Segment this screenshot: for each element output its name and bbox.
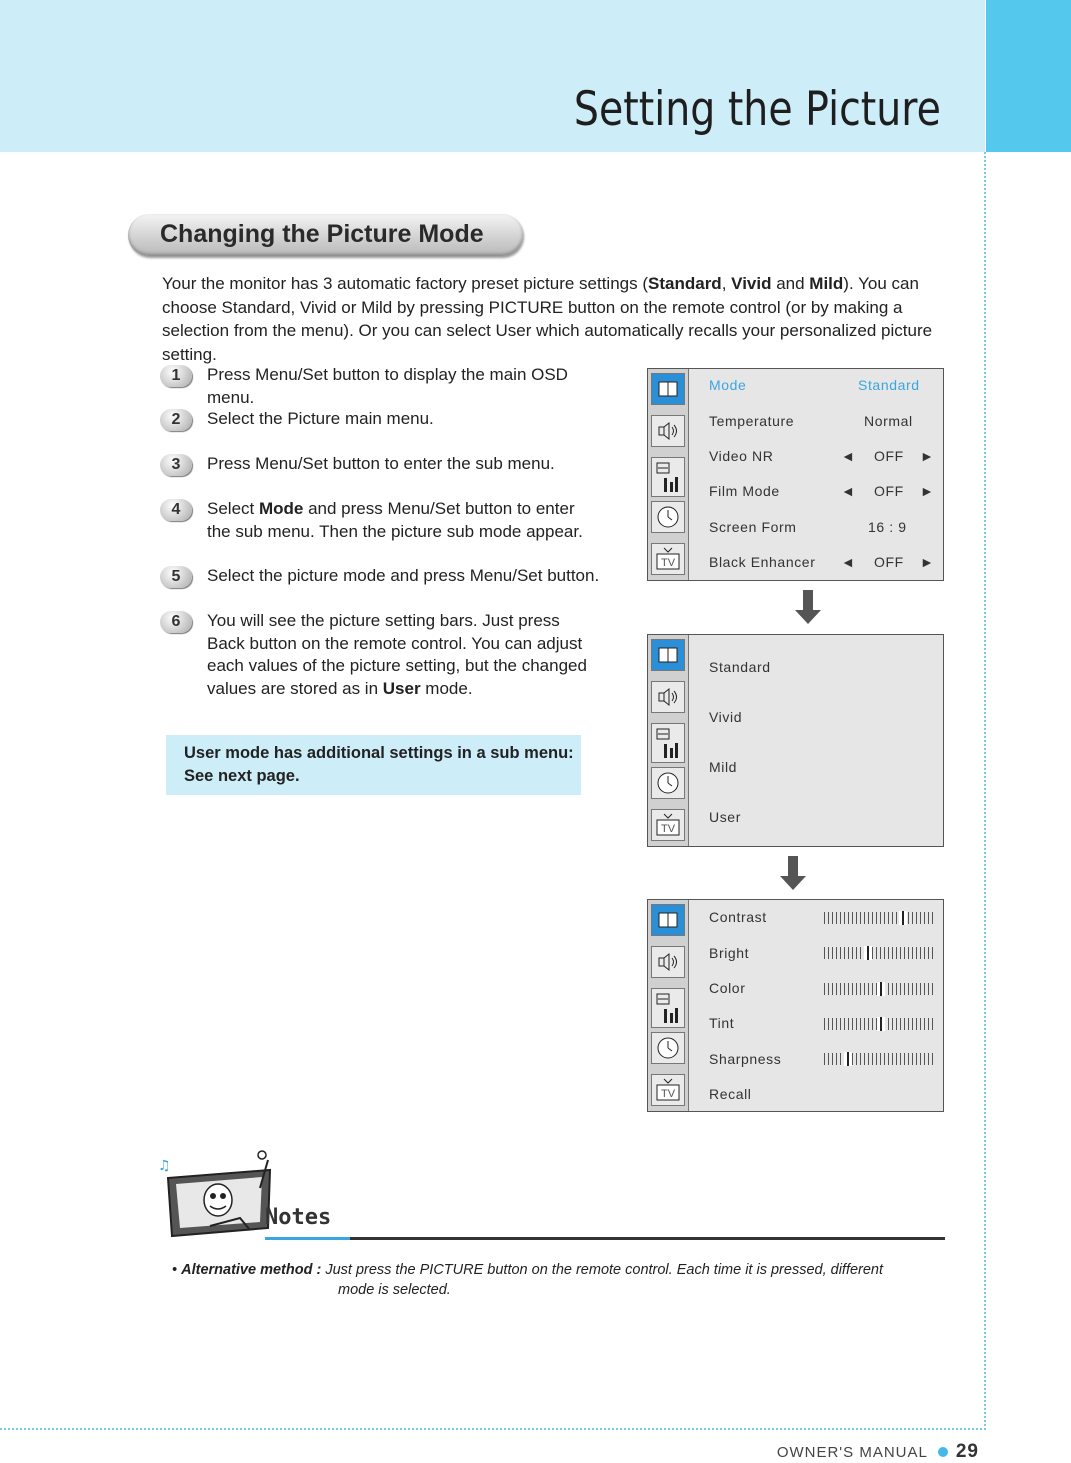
note-line-2: See next page. <box>184 767 300 785</box>
tv-icon-label: TV <box>660 823 676 835</box>
contrast-slider[interactable] <box>824 912 934 924</box>
setting-label-color[interactable]: Color <box>709 980 746 996</box>
step-text <box>207 498 602 543</box>
osd-sidebar <box>648 900 689 1111</box>
bright-slider[interactable] <box>824 947 934 959</box>
step-number: 1 <box>160 365 192 387</box>
setup-tools-icon[interactable] <box>651 988 685 1028</box>
notes-divider <box>265 1237 945 1240</box>
tv-icon[interactable] <box>651 809 685 841</box>
osd-row-value: 16 : 9 <box>868 519 907 535</box>
step-text-part: and press Menu/Set button to enter the sub menu. Then the picture sub mode appear. <box>207 499 583 541</box>
left-arrow-icon[interactable]: ◄ <box>841 448 856 464</box>
mode-option-standard[interactable]: Standard <box>709 659 771 675</box>
footer-label: OWNER'S MANUAL <box>776 1444 928 1461</box>
step-text-part: mode. <box>420 678 473 698</box>
arrow-down-icon <box>795 590 821 626</box>
svg-text:♫: ♫ <box>158 1158 171 1174</box>
intro-bold-standard: Standard <box>648 274 722 293</box>
osd-row-label[interactable]: Video NR <box>709 448 774 464</box>
left-arrow-icon[interactable]: ◄ <box>841 554 856 570</box>
step-text: Press Menu/Set button to enter the sub menu. <box>207 454 555 473</box>
section-heading <box>128 214 523 256</box>
slider-handle[interactable] <box>844 1052 852 1066</box>
slider-handle[interactable] <box>899 911 907 925</box>
right-dotted-border <box>984 152 986 1430</box>
osd-sidebar <box>648 369 689 580</box>
sound-icon[interactable] <box>651 946 685 978</box>
page-number: 29 <box>955 1441 979 1462</box>
note-line-1: User mode has additional settings in a sub menu: <box>184 744 574 762</box>
mode-option-user[interactable]: User <box>709 809 741 825</box>
step-number: 4 <box>160 499 192 521</box>
picture-icon[interactable] <box>651 904 685 936</box>
intro-text: ). You can choose Standard, Vivid or Mild by pressing PICTURE button on the remote control (or by making a selection from the menu). Or you can select User which automatically recalls your personalized picture setting. <box>162 274 933 364</box>
osd-row-value: Standard <box>858 377 920 393</box>
mode-option-mild[interactable]: Mild <box>709 759 738 775</box>
header-tab <box>986 0 1071 152</box>
intro-paragraph <box>162 272 952 366</box>
tv-icon[interactable] <box>651 1074 685 1106</box>
step-text: Select the Picture main menu. <box>207 409 434 428</box>
notes-divider-accent <box>265 1237 350 1240</box>
intro-bold-mild: Mild <box>809 274 844 293</box>
user-mode-note <box>166 735 581 795</box>
right-arrow-icon[interactable]: ► <box>920 448 935 464</box>
osd-row-label[interactable]: Temperature <box>709 413 795 429</box>
tv-icon[interactable] <box>651 543 685 575</box>
page-title: Setting the Picture <box>573 82 941 137</box>
tint-slider[interactable] <box>824 1018 934 1030</box>
setting-label-contrast[interactable]: Contrast <box>709 909 767 925</box>
step-text: Select the picture mode and press Menu/Set button. <box>207 566 600 585</box>
notes-item <box>172 1260 932 1300</box>
setting-label-sharpness[interactable]: Sharpness <box>709 1051 782 1067</box>
osd-row-value: OFF <box>874 448 904 464</box>
step-number: 5 <box>160 566 192 588</box>
picture-icon[interactable] <box>651 639 685 671</box>
bottom-dotted-border <box>0 1428 986 1430</box>
slider-handle[interactable] <box>877 982 885 996</box>
intro-text: and <box>771 274 810 293</box>
clock-icon[interactable] <box>651 501 685 533</box>
osd-mode-menu <box>647 634 944 847</box>
step-number: 2 <box>160 409 192 431</box>
setting-label-tint[interactable]: Tint <box>709 1015 735 1031</box>
notes-item-text: Just press the PICTURE button on the remote control. Each time it is pressed, different <box>325 1262 884 1278</box>
footer-dot-icon <box>938 1447 948 1457</box>
sharpness-slider[interactable] <box>824 1053 934 1065</box>
color-slider[interactable] <box>824 983 934 995</box>
osd-row-value: OFF <box>874 554 904 570</box>
setup-tools-icon[interactable] <box>651 723 685 763</box>
osd-row-label[interactable]: Film Mode <box>709 483 780 499</box>
user-mode-note-text <box>184 742 574 788</box>
intro-text: Your the monitor has 3 automatic factory preset picture settings ( <box>162 274 649 293</box>
mode-option-vivid[interactable]: Vivid <box>709 709 743 725</box>
slider-handle[interactable] <box>864 946 872 960</box>
osd-picture-menu <box>647 368 944 581</box>
picture-icon[interactable] <box>651 373 685 405</box>
intro-text: , <box>721 274 732 293</box>
setting-label-bright[interactable]: Bright <box>709 945 750 961</box>
clock-icon[interactable] <box>651 1032 685 1064</box>
osd-sidebar <box>648 635 689 846</box>
right-arrow-icon[interactable]: ► <box>920 554 935 570</box>
setup-tools-icon[interactable] <box>651 457 685 497</box>
step-text-bold: Mode <box>258 499 304 518</box>
tv-icon-label: TV <box>660 1088 676 1100</box>
left-arrow-icon[interactable]: ◄ <box>841 483 856 499</box>
footer <box>777 1441 979 1463</box>
notes-item-label: Alternative method : <box>181 1262 322 1278</box>
step-text <box>207 610 592 700</box>
tv-icon-label: TV <box>660 557 676 569</box>
osd-row-value: Normal <box>864 413 913 429</box>
section-title: Changing the Picture Mode <box>160 220 484 248</box>
step-text: Press Menu/Set button to display the main OSD menu. <box>207 365 568 407</box>
notes-title: Notes <box>265 1205 332 1230</box>
sound-icon[interactable] <box>651 681 685 713</box>
step-number: 3 <box>160 454 192 476</box>
arrow-down-icon <box>780 856 806 892</box>
sound-icon[interactable] <box>651 415 685 447</box>
clock-icon[interactable] <box>651 767 685 799</box>
step-text-part: You will see the picture setting bars. Just press Back button on the remote control. You can adjust each values of the picture setting, but the changed values are stored as in <box>207 611 587 698</box>
setting-label-recall[interactable]: Recall <box>709 1086 752 1102</box>
step-text-part: Select <box>207 499 259 518</box>
osd-row-value: OFF <box>874 483 904 499</box>
step-text-bold: User <box>382 678 421 698</box>
osd-row-label[interactable]: Screen Form <box>709 519 797 535</box>
intro-bold-vivid: Vivid <box>731 274 772 293</box>
notes-item-text-2: mode is selected. <box>338 1282 451 1298</box>
slider-handle[interactable] <box>877 1017 885 1031</box>
bullet: • <box>172 1262 178 1278</box>
osd-settings-menu <box>647 899 944 1112</box>
osd-row-label[interactable]: Black Enhancer <box>709 554 816 570</box>
right-arrow-icon[interactable]: ► <box>920 483 935 499</box>
step-number: 6 <box>160 611 192 633</box>
osd-row-label[interactable]: Mode <box>709 377 747 393</box>
